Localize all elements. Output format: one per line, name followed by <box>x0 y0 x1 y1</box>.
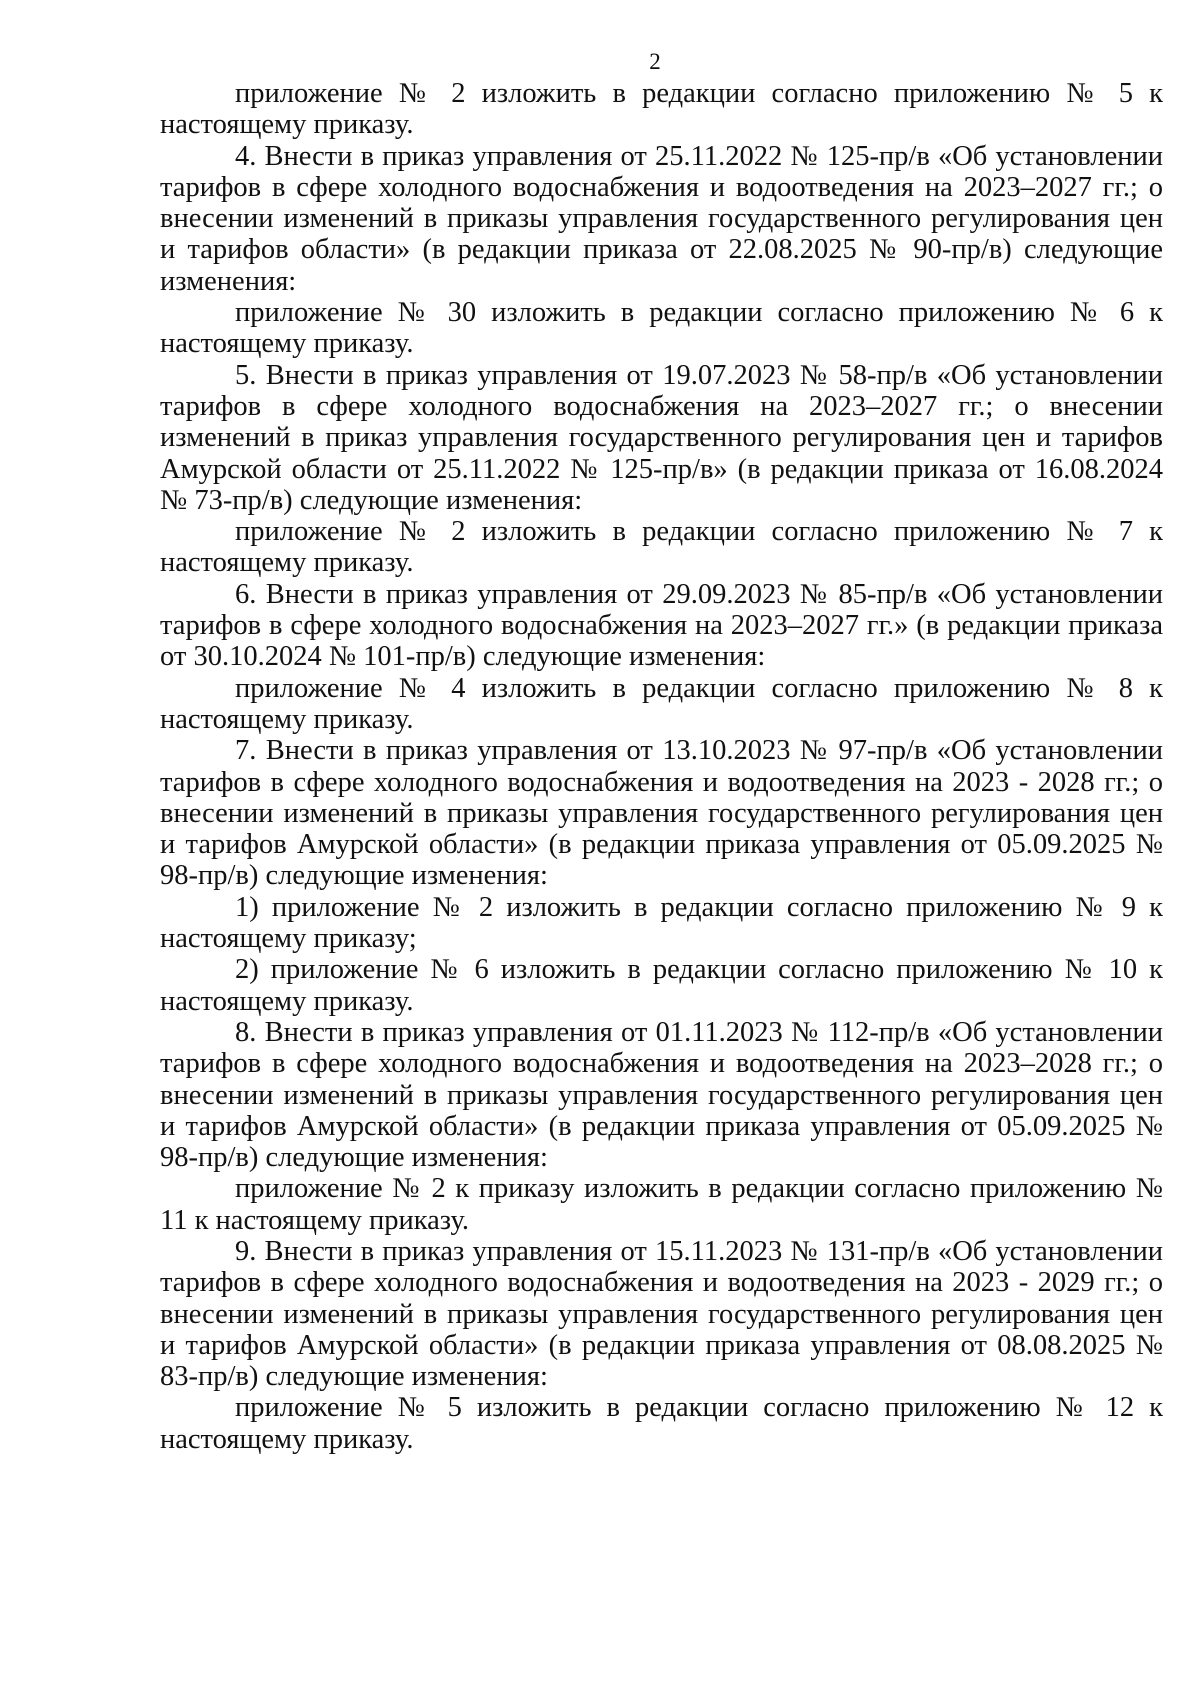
paragraph-amendment-7-subitem-2: 2) приложение № 6 изложить в редакции согласно приложению № 10 к настоящему приказу. <box>160 954 1163 1017</box>
paragraph-item-7: 7. Внести в приказ управления от 13.10.2023 № 97-пр/в «Об установлении тарифов в сфере холодного водоснабжения и водоотведения на 2023 - 2028 гг.; о внесении изменений в приказы управления государственного регулирования цен и тарифов Амурской области» (в редакции приказа управления от 05.09.2025 № 98-пр/в) следующие изменения: <box>160 735 1163 892</box>
paragraph-amendment-8-item: приложение № 2 к приказу изложить в редакции согласно приложению № 11 к настоящему приказу. <box>160 1173 1163 1236</box>
paragraph-item-5: 5. Внести в приказ управления от 19.07.2023 № 58-пр/в «Об установлении тарифов в сфере холодного водоснабжения на 2023–2027 гг.; о внесении изменений в приказ управления государственного регулирования цен и тарифов Амурской области от 25.11.2022 № 125-пр/в» (в редакции приказа от 16.08.2024 № 73-пр/в) следующие изменения: <box>160 359 1163 516</box>
paragraph-amendment-9-item: приложение № 5 изложить в редакции согласно приложению № 12 к настоящему приказу. <box>160 1392 1163 1455</box>
document-body <box>160 78 1163 1455</box>
paragraph-amendment-5-item: приложение № 2 изложить в редакции согласно приложению № 7 к настоящему приказу. <box>160 516 1163 579</box>
paragraph-amendment-6-item: приложение № 4 изложить в редакции согласно приложению № 8 к настоящему приказу. <box>160 672 1163 735</box>
paragraph-item-8: 8. Внести в приказ управления от 01.11.2023 № 112-пр/в «Об установлении тарифов в сфере холодного водоснабжения и водоотведения на 2023–2028 гг.; о внесении изменений в приказы управления государственного регулирования цен и тарифов Амурской области» (в редакции приказа управления от 05.09.2025 № 98-пр/в) следующие изменения: <box>160 1016 1163 1174</box>
paragraph-item-6: 6. Внести в приказ управления от 29.09.2023 № 85-пр/в «Об установлении тарифов в сфере холодного водоснабжения на 2023–2027 гг.» (в редакции приказа от 30.10.2024 № 101-пр/в) следующие изменения: <box>160 578 1163 673</box>
page-number: 2 <box>649 49 661 74</box>
paragraph-item-4: 4. Внести в приказ управления от 25.11.2022 № 125-пр/в «Об установлении тарифов в сфере холодного водоснабжения и водоотведения на 2023–2027 гг.; о внесении изменений в приказы управления государственного регулирования цен и тарифов области» (в редакции приказа от 22.08.2025 № 90-пр/в) следующие изменения: <box>160 140 1163 297</box>
paragraph-amendment-3-item: приложение № 2 изложить в редакции согласно приложению № 5 к настоящему приказу. <box>160 78 1163 141</box>
paragraph-amendment-4-item: приложение № 30 изложить в редакции согласно приложению № 6 к настоящему приказу. <box>160 297 1163 360</box>
paragraph-item-9: 9. Внести в приказ управления от 15.11.2023 № 131-пр/в «Об установлении тарифов в сфере холодного водоснабжения и водоотведения на 2023 - 2029 гг.; о внесении изменений в приказы управления государственного регулирования цен и тарифов Амурской области» (в редакции приказа управления от 08.08.2025 № 83-пр/в) следующие изменения: <box>160 1235 1163 1393</box>
paragraph-amendment-7-subitem-1: 1) приложение № 2 изложить в редакции согласно приложению № 9 к настоящему приказу; <box>160 891 1163 955</box>
